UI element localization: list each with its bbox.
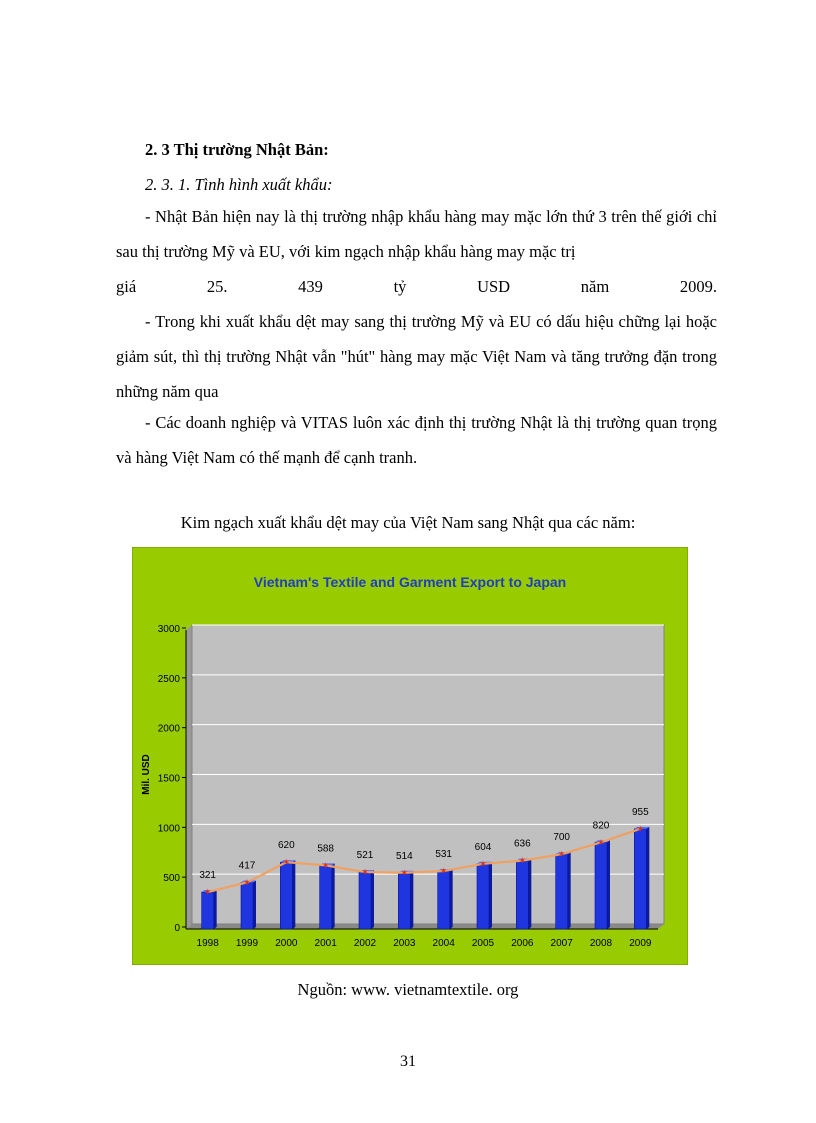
trend-marker: ✶ bbox=[518, 855, 527, 866]
data-label: 514 bbox=[395, 850, 413, 862]
bar-side bbox=[607, 840, 610, 929]
bar bbox=[202, 892, 214, 929]
x-tick-label: 2000 bbox=[275, 938, 298, 949]
export-chart-svg bbox=[132, 547, 688, 965]
y-tick-label: 3000 bbox=[157, 624, 180, 635]
y-axis-label: Mil. USD bbox=[141, 754, 152, 795]
bar bbox=[595, 842, 607, 929]
x-tick-label: 1999 bbox=[235, 938, 259, 949]
chart-source: Nguồn: www. vietnamtextile. org bbox=[297, 980, 519, 999]
x-tick-label: 2003 bbox=[393, 938, 416, 949]
bar-side bbox=[410, 871, 413, 929]
data-label: 588 bbox=[317, 843, 335, 855]
y-tick-label: 500 bbox=[163, 873, 180, 885]
paragraph-japan-market-last-line: giá 25. 439 tỷ USD năm 2009. bbox=[116, 277, 717, 296]
trend-marker: ✶ bbox=[636, 823, 645, 834]
y-tick-label: 1000 bbox=[157, 823, 180, 835]
subsection-heading: 2. 3. 1. Tình hình xuất khẩu: bbox=[145, 175, 333, 194]
bar-side bbox=[214, 890, 217, 929]
y-tick-label: 0 bbox=[174, 923, 180, 934]
data-label: 321 bbox=[199, 870, 217, 882]
bar-side bbox=[332, 863, 335, 929]
trend-marker: ✶ bbox=[361, 867, 369, 878]
x-tick-label: 2002 bbox=[353, 938, 377, 949]
data-label: 417 bbox=[238, 860, 256, 872]
x-tick-label: 2001 bbox=[314, 938, 337, 949]
chart-caption: Kim ngạch xuất khẩu dệt may của Việt Nam sang Nhật qua các năm: bbox=[180, 513, 636, 532]
data-label: 521 bbox=[356, 850, 374, 862]
bar-side bbox=[371, 870, 374, 929]
data-label: 636 bbox=[513, 838, 531, 850]
y-tick-label: 2500 bbox=[157, 673, 180, 685]
data-label: 604 bbox=[474, 841, 492, 853]
bar-side bbox=[450, 869, 453, 929]
export-chart bbox=[132, 547, 688, 965]
x-tick-label: 1998 bbox=[196, 938, 219, 949]
trend-marker: ✶ bbox=[557, 849, 566, 860]
trend-marker: ✶ bbox=[243, 877, 251, 888]
x-tick-label: 2007 bbox=[550, 938, 573, 949]
chart-title: Vietnam's Textile and Garment Export to Japan bbox=[253, 574, 567, 590]
plot-floor bbox=[186, 924, 664, 929]
x-tick-label: 2008 bbox=[589, 938, 613, 949]
bar-side bbox=[253, 880, 256, 929]
trend-marker: ✶ bbox=[400, 867, 409, 878]
data-label: 955 bbox=[631, 806, 649, 818]
data-label: 820 bbox=[592, 820, 610, 832]
data-label: 620 bbox=[277, 840, 295, 852]
trend-marker: ✶ bbox=[597, 837, 605, 848]
y-tick-label: 2000 bbox=[157, 723, 180, 735]
x-tick-label: 2004 bbox=[432, 938, 455, 949]
trend-marker: ✶ bbox=[321, 860, 330, 871]
section-heading: 2. 3 Thị trường Nhật Bản: bbox=[145, 140, 329, 159]
x-tick-label: 2005 bbox=[471, 938, 495, 949]
bar-side bbox=[489, 862, 492, 929]
y-tick-label: 1500 bbox=[157, 773, 180, 785]
trend-marker: ✶ bbox=[203, 887, 212, 898]
paragraph-vitas: - Các doanh nghiệp và VITAS luôn xác định thị trường Nhật là thị trường quan trọng và hàng Việt Nam có thế mạnh để cạnh tranh. bbox=[116, 413, 717, 467]
paragraph-japan-market-text: - Nhật Bản hiện nay là thị trường nhập khẩu hàng may mặc lớn thứ 3 trên thế giới chỉ sau thị trường Mỹ và EU, với kim ngạch nhập khẩu hàng may mặc trị bbox=[116, 207, 717, 261]
bar bbox=[477, 864, 489, 929]
bar-side bbox=[528, 859, 531, 929]
bar bbox=[516, 861, 528, 929]
x-tick-label: 2009 bbox=[629, 938, 652, 949]
data-label: 531 bbox=[435, 849, 453, 861]
bar bbox=[398, 873, 410, 929]
bar bbox=[359, 872, 371, 929]
paragraph-japan-market bbox=[116, 199, 717, 304]
bar bbox=[320, 865, 332, 929]
page-number: 31 bbox=[400, 1053, 416, 1070]
bar-side bbox=[292, 860, 295, 929]
trend-marker: ✶ bbox=[439, 866, 448, 877]
bar bbox=[241, 882, 253, 929]
bar bbox=[438, 871, 450, 929]
trend-marker: ✶ bbox=[282, 857, 291, 868]
data-label: 700 bbox=[553, 832, 571, 844]
bar-side bbox=[568, 852, 571, 929]
bar bbox=[280, 862, 292, 929]
trend-marker: ✶ bbox=[479, 858, 487, 869]
paragraph-export-trend: - Trong khi xuất khẩu dệt may sang thị trường Mỹ và EU có dấu hiệu chững lại hoặc giảm sút, thì thị trường Nhật vẫn "hút" hàng may mặc Việt Nam và tăng trưởng đặn trong những năm qua bbox=[116, 312, 717, 401]
bar bbox=[556, 854, 568, 929]
bar bbox=[634, 829, 646, 929]
plot-side-wall bbox=[186, 625, 192, 929]
bar-side bbox=[646, 827, 649, 929]
x-tick-label: 2006 bbox=[511, 938, 534, 949]
